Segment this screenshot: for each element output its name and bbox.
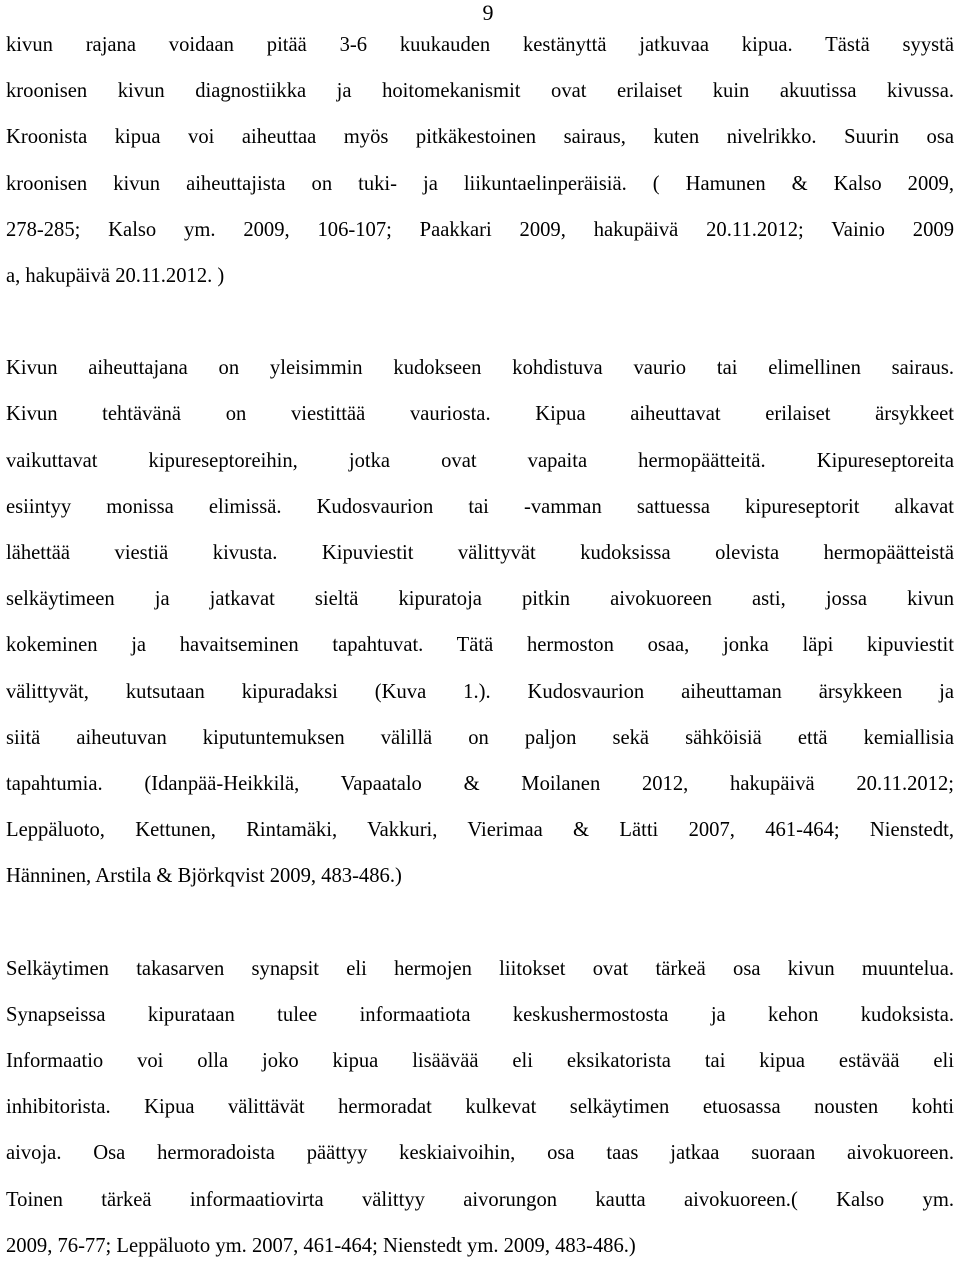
text-line: Toinen tärkeä informaatiovirta välittyy aivorungon kautta aivokuoreen.( Kalso ym. [6,1188,954,1211]
paragraph-synapses [6,946,954,1269]
text-line: kivun rajana voidaan pitää 3-6 kuukauden kestänyttä jatkuvaa kipua. Tästä syystä [6,34,954,56]
text-line: välittyvät, kutsutaan kipuradaksi (Kuva 1.). Kudosvaurion aiheuttaman ärsykkeen ja [6,680,954,703]
text-line: Leppäluoto, Kettunen, Rintamäki, Vakkuri, Vierimaa & Lätti 2007, 461-464; Nienstedt, [6,819,954,842]
text-line: a, hakupäivä 20.11.2012. ) [6,265,225,288]
paragraph-chronic-pain [6,22,954,299]
text-line: Hänninen, Arstila & Björkqvist 2009, 483-486.) [6,865,402,888]
text-line: kroonisen kivun aiheuttajista on tuki- ja liikuntaelinperäisiä. ( Hamunen & Kalso 2009, [6,172,954,195]
text-line: lähettää viestiä kivusta. Kipuviestit välittyvät kudoksissa olevista hermopäätteistä [6,542,954,565]
text-line: aivoja. Osa hermoradoista päättyy keskiaivoihin, osa taas jatkaa suoraan aivokuoreen. [6,1142,954,1165]
text-line: siitä aiheutuvan kiputuntemuksen välillä on paljon sekä sähköisiä että kemiallisia [6,726,954,749]
text-line: 2009, 76-77; Leppäluoto ym. 2007, 461-464; Nienstedt ym. 2009, 483-486.) [6,1234,636,1257]
text-line: Kivun tehtävänä on viestittää vauriosta. Kipua aiheuttavat erilaiset ärsykkeet [6,403,954,426]
text-line: kokeminen ja havaitseminen tapahtuvat. Tätä hermoston osaa, jonka läpi kipuviestit [6,634,954,657]
document-body [6,22,954,1269]
text-line: Informaatio voi olla joko kipua lisäävää eli eksikatorista tai kipua estävää eli [6,1050,954,1073]
text-line: esiintyy monissa elimissä. Kudosvaurion tai -vamman sattuessa kipureseptorit alkavat [6,495,954,518]
text-line: 278-285; Kalso ym. 2009, 106-107; Paakkari 2009, hakupäivä 20.11.2012; Vainio 2009 [6,218,954,241]
text-line: vaikuttavat kipureseptoreihin, jotka ovat vapaita hermopäätteitä. Kipureseptoreita [6,449,954,472]
text-line: Synapseissa kipurataan tulee informaatiota keskushermostosta ja kehon kudoksista. [6,1003,954,1026]
text-line: Kroonista kipua voi aiheuttaa myös pitkäkestoinen sairaus, kuten nivelrikko. Suurin osa [6,126,954,149]
text-line: Selkäytimen takasarven synapsit eli hermojen liitokset ovat tärkeä osa kivun muuntelua. [6,957,954,980]
text-line: Kivun aiheuttajana on yleisimmin kudokseen kohdistuva vaurio tai elimellinen sairaus. [6,357,954,380]
text-line: inhibitorista. Kipua välittävät hermoradat kulkevat selkäytimen etuosassa nousten kohti [6,1096,954,1119]
page-number: 9 [482,0,494,25]
paragraph-gap [6,900,954,946]
paragraph-gap [6,299,954,345]
text-line: tapahtumia. (Idanpää-Heikkilä, Vapaatalo & Moilanen 2012, hakupäivä 20.11.2012; [6,773,954,796]
text-line: kroonisen kivun diagnostiikka ja hoitomekanismit ovat erilaiset kuin akuutissa kivussa. [6,80,954,103]
paragraph-pain-causes [6,345,954,899]
text-line: selkäytimeen ja jatkavat sieltä kipuratoja pitkin aivokuoreen asti, jossa kivun [6,588,954,611]
